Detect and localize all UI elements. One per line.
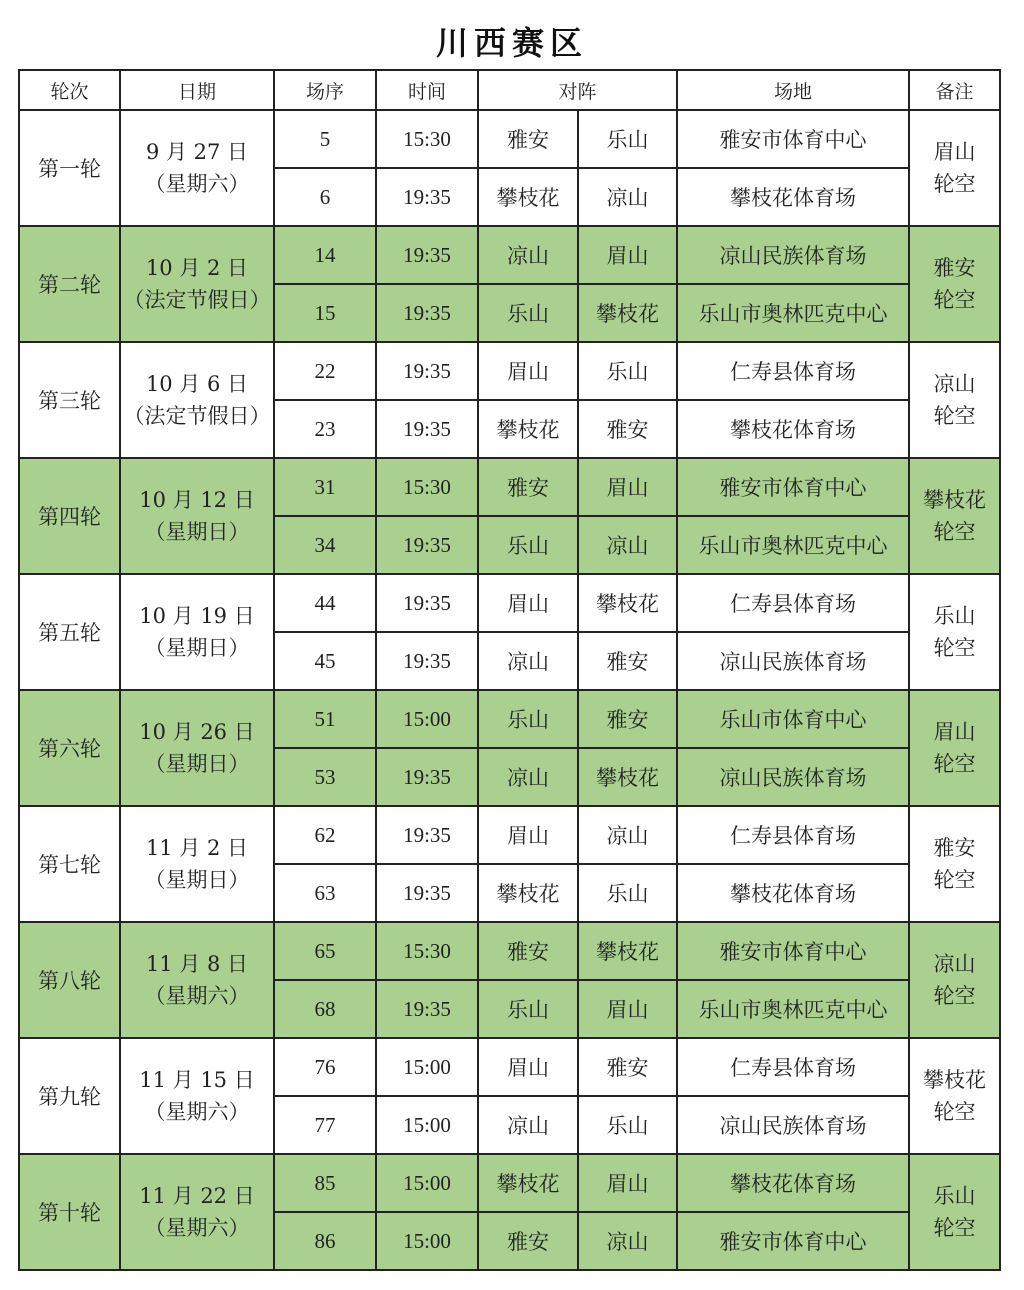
note-cell [909, 458, 1000, 574]
header-date: 日期 [120, 70, 274, 110]
match-no-cell: 31 [274, 458, 376, 516]
note-cell [909, 1038, 1000, 1154]
page-title: 川西赛区 [435, 24, 588, 62]
time-cell: 15:30 [376, 458, 478, 516]
round-cell: 第十轮 [19, 1154, 120, 1270]
venue-cell: 雅安市体育中心 [677, 110, 909, 168]
match-no-cell: 5 [274, 110, 376, 168]
date-cell [120, 458, 274, 574]
match-no-cell: 14 [274, 226, 376, 284]
match-no-cell: 68 [274, 980, 376, 1038]
time-cell: 15:00 [376, 690, 478, 748]
home-team-cell: 乐山 [478, 284, 578, 342]
match-no-cell: 15 [274, 284, 376, 342]
weekday-text: （法定节假日） [123, 288, 271, 312]
bye-team-text: 乐山 [933, 1184, 976, 1208]
note-cell [909, 574, 1000, 690]
header-match-no: 场序 [274, 70, 376, 110]
bye-team-text: 乐山 [933, 604, 976, 628]
schedule-table [18, 69, 1001, 1271]
header-time: 时间 [376, 70, 478, 110]
table-row [19, 690, 1000, 748]
bye-team-text: 攀枝花 [923, 1068, 987, 1092]
weekday-text: （星期日） [144, 752, 250, 776]
away-team-cell: 雅安 [578, 690, 677, 748]
bye-label-text: 轮空 [933, 868, 976, 892]
match-no-cell: 62 [274, 806, 376, 864]
match-no-cell: 63 [274, 864, 376, 922]
time-cell: 15:30 [376, 110, 478, 168]
match-no-cell: 65 [274, 922, 376, 980]
home-team-cell: 攀枝花 [478, 864, 578, 922]
bye-label-text: 轮空 [933, 288, 976, 312]
round-cell: 第九轮 [19, 1038, 120, 1154]
venue-cell: 仁寿县体育场 [677, 1038, 909, 1096]
home-team-cell: 乐山 [478, 690, 578, 748]
note-cell [909, 806, 1000, 922]
home-team-cell: 雅安 [478, 922, 578, 980]
bye-label-text: 轮空 [933, 752, 976, 776]
away-team-cell: 凉山 [578, 516, 677, 574]
time-cell: 19:35 [376, 226, 478, 284]
round-cell: 第七轮 [19, 806, 120, 922]
table-row [19, 110, 1000, 168]
table-row [19, 458, 1000, 516]
bye-label-text: 轮空 [933, 636, 976, 660]
venue-cell: 凉山民族体育场 [677, 632, 909, 690]
header-note: 备注 [909, 70, 1000, 110]
header-matchup: 对阵 [478, 70, 677, 110]
home-team-cell: 攀枝花 [478, 400, 578, 458]
venue-cell: 乐山市体育中心 [677, 690, 909, 748]
time-cell: 19:35 [376, 574, 478, 632]
match-no-cell: 34 [274, 516, 376, 574]
time-cell: 19:35 [376, 168, 478, 226]
date-text: 11 月 22 日 [139, 1184, 255, 1208]
venue-cell: 乐山市奥林匹克中心 [677, 980, 909, 1038]
venue-cell: 雅安市体育中心 [677, 922, 909, 980]
date-text: 10 月 6 日 [145, 372, 249, 396]
note-cell [909, 342, 1000, 458]
away-team-cell: 雅安 [578, 1038, 677, 1096]
round-cell: 第四轮 [19, 458, 120, 574]
home-team-cell: 凉山 [478, 226, 578, 284]
home-team-cell: 雅安 [478, 458, 578, 516]
round-cell: 第八轮 [19, 922, 120, 1038]
date-cell [120, 110, 274, 226]
bye-team-text: 眉山 [933, 140, 976, 164]
home-team-cell: 雅安 [478, 110, 578, 168]
date-text: 11 月 8 日 [145, 952, 249, 976]
match-no-cell: 77 [274, 1096, 376, 1154]
weekday-text: （星期六） [144, 1216, 250, 1240]
bye-team-text: 眉山 [933, 720, 976, 744]
match-no-cell: 6 [274, 168, 376, 226]
venue-cell: 仁寿县体育场 [677, 342, 909, 400]
date-text: 9 月 27 日 [145, 140, 249, 164]
away-team-cell: 眉山 [578, 1154, 677, 1212]
note-cell [909, 1154, 1000, 1270]
weekday-text: （星期六） [144, 984, 250, 1008]
date-cell [120, 1154, 274, 1270]
venue-cell: 攀枝花体育场 [677, 1154, 909, 1212]
venue-cell: 雅安市体育中心 [677, 458, 909, 516]
away-team-cell: 眉山 [578, 458, 677, 516]
note-cell [909, 690, 1000, 806]
home-team-cell: 凉山 [478, 632, 578, 690]
time-cell: 15:00 [376, 1154, 478, 1212]
table-row [19, 1154, 1000, 1212]
time-cell: 19:35 [376, 748, 478, 806]
away-team-cell: 乐山 [578, 342, 677, 400]
venue-cell: 凉山民族体育场 [677, 1096, 909, 1154]
note-cell [909, 110, 1000, 226]
away-team-cell: 眉山 [578, 980, 677, 1038]
time-cell: 19:35 [376, 516, 478, 574]
bye-label-text: 轮空 [933, 1216, 976, 1240]
match-no-cell: 23 [274, 400, 376, 458]
schedule-body [19, 110, 1000, 1270]
match-no-cell: 85 [274, 1154, 376, 1212]
home-team-cell: 攀枝花 [478, 1154, 578, 1212]
away-team-cell: 乐山 [578, 864, 677, 922]
weekday-text: （星期日） [144, 520, 250, 544]
venue-cell: 仁寿县体育场 [677, 574, 909, 632]
bye-label-text: 轮空 [933, 1100, 976, 1124]
away-team-cell: 雅安 [578, 400, 677, 458]
time-cell: 15:00 [376, 1038, 478, 1096]
weekday-text: （法定节假日） [123, 404, 271, 428]
round-cell: 第六轮 [19, 690, 120, 806]
bye-team-text: 凉山 [933, 372, 976, 396]
bye-team-text: 攀枝花 [923, 488, 987, 512]
round-cell: 第二轮 [19, 226, 120, 342]
weekday-text: （星期六） [144, 172, 250, 196]
weekday-text: （星期日） [144, 868, 250, 892]
bye-team-text: 雅安 [933, 256, 976, 280]
time-cell: 19:35 [376, 806, 478, 864]
home-team-cell: 凉山 [478, 1096, 578, 1154]
bye-team-text: 凉山 [933, 952, 976, 976]
table-row [19, 806, 1000, 864]
time-cell: 19:35 [376, 632, 478, 690]
table-row [19, 342, 1000, 400]
match-no-cell: 76 [274, 1038, 376, 1096]
home-team-cell: 乐山 [478, 980, 578, 1038]
header-round: 轮次 [19, 70, 120, 110]
venue-cell: 攀枝花体育场 [677, 168, 909, 226]
time-cell: 19:35 [376, 864, 478, 922]
home-team-cell: 攀枝花 [478, 168, 578, 226]
header-venue: 场地 [677, 70, 909, 110]
venue-cell: 仁寿县体育场 [677, 806, 909, 864]
time-cell: 15:00 [376, 1096, 478, 1154]
bye-label-text: 轮空 [933, 172, 976, 196]
date-text: 10 月 26 日 [139, 720, 255, 744]
weekday-text: （星期日） [144, 636, 250, 660]
table-row [19, 1038, 1000, 1096]
venue-cell: 乐山市奥林匹克中心 [677, 284, 909, 342]
date-cell [120, 922, 274, 1038]
home-team-cell: 凉山 [478, 748, 578, 806]
round-cell: 第五轮 [19, 574, 120, 690]
time-cell: 19:35 [376, 400, 478, 458]
away-team-cell: 攀枝花 [578, 574, 677, 632]
match-no-cell: 22 [274, 342, 376, 400]
time-cell: 19:35 [376, 284, 478, 342]
match-no-cell: 53 [274, 748, 376, 806]
away-team-cell: 攀枝花 [578, 748, 677, 806]
venue-cell: 攀枝花体育场 [677, 864, 909, 922]
venue-cell: 乐山市奥林匹克中心 [677, 516, 909, 574]
match-no-cell: 44 [274, 574, 376, 632]
away-team-cell: 眉山 [578, 226, 677, 284]
header-row [19, 70, 1000, 110]
weekday-text: （星期六） [144, 1100, 250, 1124]
venue-cell: 凉山民族体育场 [677, 226, 909, 284]
venue-cell: 凉山民族体育场 [677, 748, 909, 806]
away-team-cell: 凉山 [578, 806, 677, 864]
table-row [19, 922, 1000, 980]
time-cell: 19:35 [376, 342, 478, 400]
bye-team-text: 雅安 [933, 836, 976, 860]
away-team-cell: 乐山 [578, 1096, 677, 1154]
home-team-cell: 眉山 [478, 1038, 578, 1096]
date-cell [120, 806, 274, 922]
date-cell [120, 690, 274, 806]
bye-label-text: 轮空 [933, 984, 976, 1008]
date-cell [120, 574, 274, 690]
bye-label-text: 轮空 [933, 520, 976, 544]
time-cell: 19:35 [376, 980, 478, 1038]
date-text: 10 月 12 日 [139, 488, 255, 512]
time-cell: 15:30 [376, 922, 478, 980]
date-text: 10 月 2 日 [145, 256, 249, 280]
away-team-cell: 凉山 [578, 168, 677, 226]
date-text: 11 月 2 日 [145, 836, 249, 860]
match-no-cell: 51 [274, 690, 376, 748]
venue-cell: 雅安市体育中心 [677, 1212, 909, 1270]
date-cell [120, 226, 274, 342]
away-team-cell: 凉山 [578, 1212, 677, 1270]
date-cell [120, 342, 274, 458]
time-cell: 15:00 [376, 1212, 478, 1270]
venue-cell: 攀枝花体育场 [677, 400, 909, 458]
note-cell [909, 226, 1000, 342]
date-text: 11 月 15 日 [139, 1068, 255, 1092]
home-team-cell: 乐山 [478, 516, 578, 574]
note-cell [909, 922, 1000, 1038]
round-cell: 第三轮 [19, 342, 120, 458]
match-no-cell: 86 [274, 1212, 376, 1270]
away-team-cell: 攀枝花 [578, 284, 677, 342]
table-row [19, 226, 1000, 284]
round-cell: 第一轮 [19, 110, 120, 226]
home-team-cell: 眉山 [478, 342, 578, 400]
date-cell [120, 1038, 274, 1154]
away-team-cell: 乐山 [578, 110, 677, 168]
home-team-cell: 眉山 [478, 806, 578, 864]
table-row [19, 574, 1000, 632]
home-team-cell: 眉山 [478, 574, 578, 632]
date-text: 10 月 19 日 [139, 604, 255, 628]
away-team-cell: 雅安 [578, 632, 677, 690]
match-no-cell: 45 [274, 632, 376, 690]
bye-label-text: 轮空 [933, 404, 976, 428]
home-team-cell: 雅安 [478, 1212, 578, 1270]
away-team-cell: 攀枝花 [578, 922, 677, 980]
